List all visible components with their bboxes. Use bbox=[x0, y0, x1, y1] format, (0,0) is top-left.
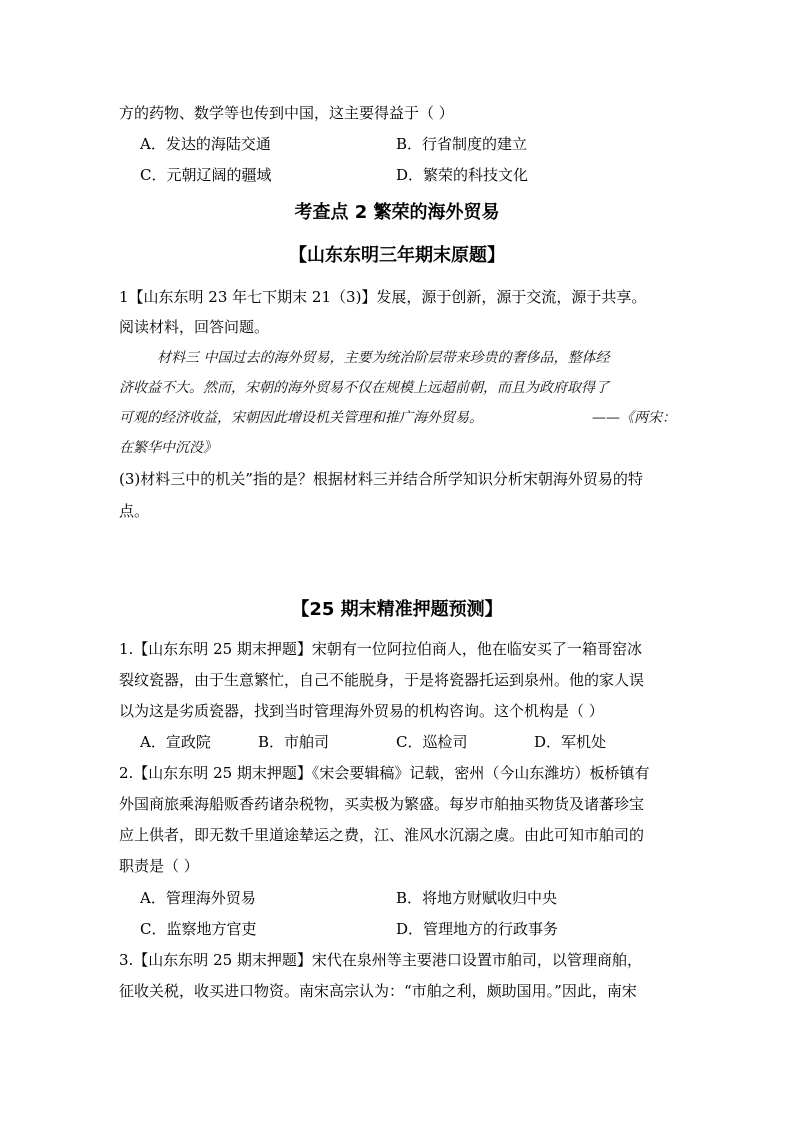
section-title: 考查点 2 繁荣的海外贸易 bbox=[294, 202, 500, 223]
p1-option-c: C．巡检司 bbox=[396, 733, 468, 751]
p3-line2: 征收关税，收买进口物资。南宋高宗认为：“市舶之利，颇助国用。”因此，南宋 bbox=[119, 982, 637, 1000]
item1-question-line1: (3)材料三中的机关”指的是？根据材料三并结合所学知识分析宋朝海外贸易的特 bbox=[119, 470, 643, 488]
item1-question-line2: 点。 bbox=[119, 502, 150, 520]
p2-option-c: C．监察地方官吏 bbox=[140, 920, 257, 938]
p1-line2: 裂纹瓷器，由于生意繁忙，自己不能脱身，于是将瓷器托运到泉州。他的家人误 bbox=[119, 671, 645, 689]
option-d: D．繁荣的科技文化 bbox=[396, 166, 529, 184]
item1-line1: 1【山东东明 23 年七下期末 21（3)】发展，源于创新，源于交流，源于共享。 bbox=[119, 288, 647, 306]
p1-option-b: B．市舶司 bbox=[258, 733, 330, 751]
question-stem-tail: 方的药物、数学等也传到中国，这主要得益于（ ） bbox=[119, 104, 454, 122]
option-c: C．元朝辽阔的疆域 bbox=[140, 166, 272, 184]
p1-option-d: D．军机处 bbox=[534, 733, 607, 751]
material-line-1: 材料三 中国过去的海外贸易，主要为统治阶层带来珍贵的奢侈品，整体经 bbox=[157, 350, 610, 366]
p2-line1: 2.【山东东明 25 期末押题】《宋会要辑稿》记载，密州（今山东潍坊）板桥镇有 bbox=[119, 764, 650, 782]
p1-option-a: A．宣政院 bbox=[140, 733, 211, 751]
option-b: B．行省制度的建立 bbox=[396, 135, 528, 153]
p2-line4: 职责是（ ） bbox=[119, 857, 199, 875]
p2-option-b: B．将地方财赋收归中央 bbox=[396, 889, 558, 907]
subsection-title-original: 【山东东明三年期末原题】 bbox=[289, 245, 505, 266]
subsection-title-prediction: 【25 期末精准押题预测】 bbox=[291, 599, 503, 620]
p1-line1: 1.【山东东明 25 期末押题】宋朝有一位阿拉伯商人，他在临安买了一箱哥窑冰 bbox=[119, 640, 642, 658]
material-line-2: 济收益不大。然而，宋朝的海外贸易不仅在规模上远超前朝，而且为政府取得了 bbox=[119, 380, 609, 396]
p2-line3: 应上供者，即无数千里道途辇运之费，江、淮风水沉溺之虞。由此可知市舶司的 bbox=[119, 826, 645, 844]
option-a: A．发达的海陆交通 bbox=[140, 135, 271, 153]
p2-option-d: D．管理地方的行政事务 bbox=[396, 920, 559, 938]
material-line-3: 可观的经济收益，宋朝因此增设机关管理和推广海外贸易。 bbox=[119, 410, 483, 426]
item1-line2: 阅读材料，回答问题。 bbox=[119, 318, 270, 336]
material-source-cont: 在繁华中沉没》 bbox=[119, 440, 217, 456]
p2-option-a: A．管理海外贸易 bbox=[140, 889, 256, 907]
material-source: ——《两宋： bbox=[592, 410, 676, 426]
p1-line3: 以为这是劣质瓷器，找到当时管理海外贸易的机构咨询。这个机构是（ ） bbox=[119, 702, 604, 720]
p2-line2: 外国商旅乘海船贩香药诸杂税物，买卖极为繁盛。每岁市舶抽买物货及诸蕃珍宝 bbox=[119, 795, 645, 813]
p3-line1: 3.【山东东明 25 期末押题】宋代在泉州等主要港口设置市舶司，以管理商舶， bbox=[119, 951, 642, 969]
